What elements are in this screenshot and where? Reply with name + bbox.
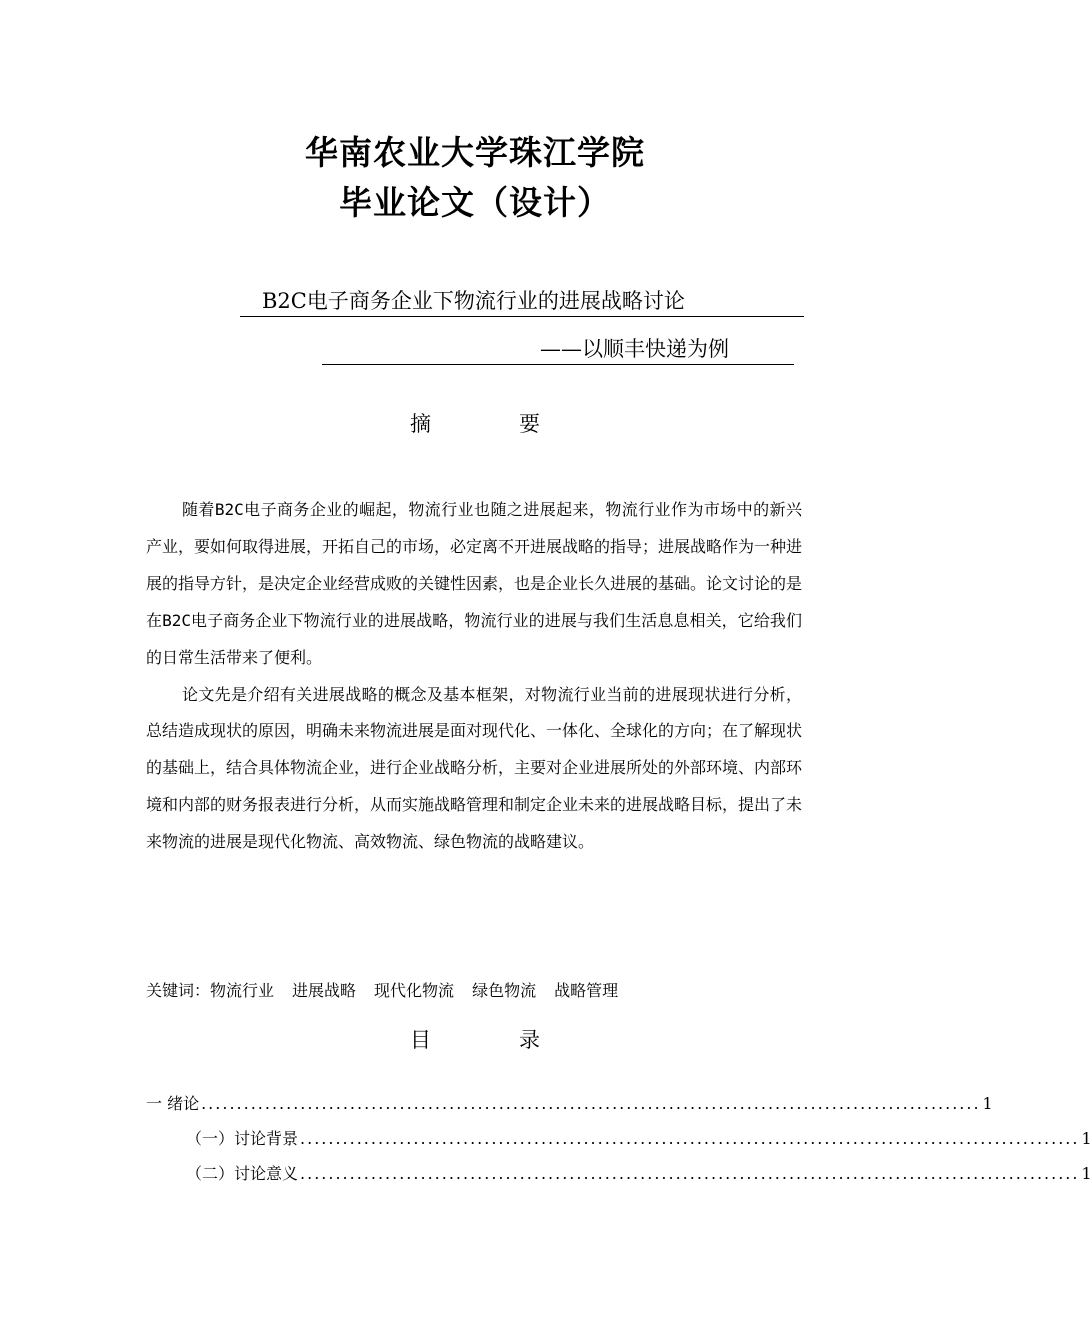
toc-entry-label: （一）讨论背景 [186,1129,299,1148]
keyword-item: 绿色物流 [472,981,537,1000]
abstract-paragraph-2: 论文先是介绍有关进展战略的概念及基本框架，对物流行业当前的进展现状进行分析，总结造成现状的原因，明确未来物流进展是面对现代化、一体化、全球化的方向；在了解现状的基础上，结合具体物流企业，进行企业战略分析，主要对企业进展所处的外部环境、内部环境和内部的财务报表进行分析，从而实施战略管理和制定企业未来的进展战略目标，提出了未来物流的进展是现代化物流、高效物流、绿色物流的战略建议。 [146,684,803,852]
keywords-label: 关键词： [146,981,211,1000]
toc-heading: 目录 [410,1028,628,1052]
toc-entry[interactable] [146,1090,993,1118]
document-type-title: 毕业论文（设计） [339,183,611,222]
toc-entry-label: 一 绪论 [146,1094,200,1113]
toc-entry-page: 1 [1081,1164,1092,1183]
toc-leader-dots: .............................................................................................................. [201,1094,981,1113]
keyword-item: 进展战略 [292,981,357,1000]
toc-leader-dots: .............................................................................................................. [300,1164,1080,1183]
toc-entry-label: （二）讨论意义 [186,1164,299,1183]
toc-entry[interactable] [186,1160,1092,1188]
keyword-item: 物流行业 [210,981,275,1000]
keywords [146,977,636,1005]
abstract-heading: 摘要 [410,412,628,436]
abstract-paragraph-1: 随着B2C电子商务企业的崛起，物流行业也随之进展起来，物流行业作为市场中的新兴产业，要如何取得进展，开拓自己的市场，必定离不开进展战略的指导；进展战略作为一种进展的指导方针，是决定企业经营成败的关键性因素，也是企业长久进展的基础。论文讨论的是在B2C电子商务企业下物流行业的进展战略，物流行业的进展与我们生活息息相关，它给我们的日常生活带来了便利。 [146,500,803,667]
toc-entry-page: 1 [1081,1129,1092,1148]
thesis-title-line2: ——以顺丰快递为例 [322,334,794,365]
toc-leader-dots: .............................................................................................................. [300,1129,1080,1148]
thesis-title-line1: B2C电子商务企业下物流行业的进展战略讨论 [240,286,804,317]
university-title: 华南农业大学珠江学院 [305,133,645,172]
keyword-item: 战略管理 [554,981,619,1000]
keyword-item: 现代化物流 [374,981,455,1000]
toc-entry[interactable] [186,1125,1092,1153]
toc-entry-page: 1 [982,1094,993,1113]
abstract-body [146,492,802,861]
